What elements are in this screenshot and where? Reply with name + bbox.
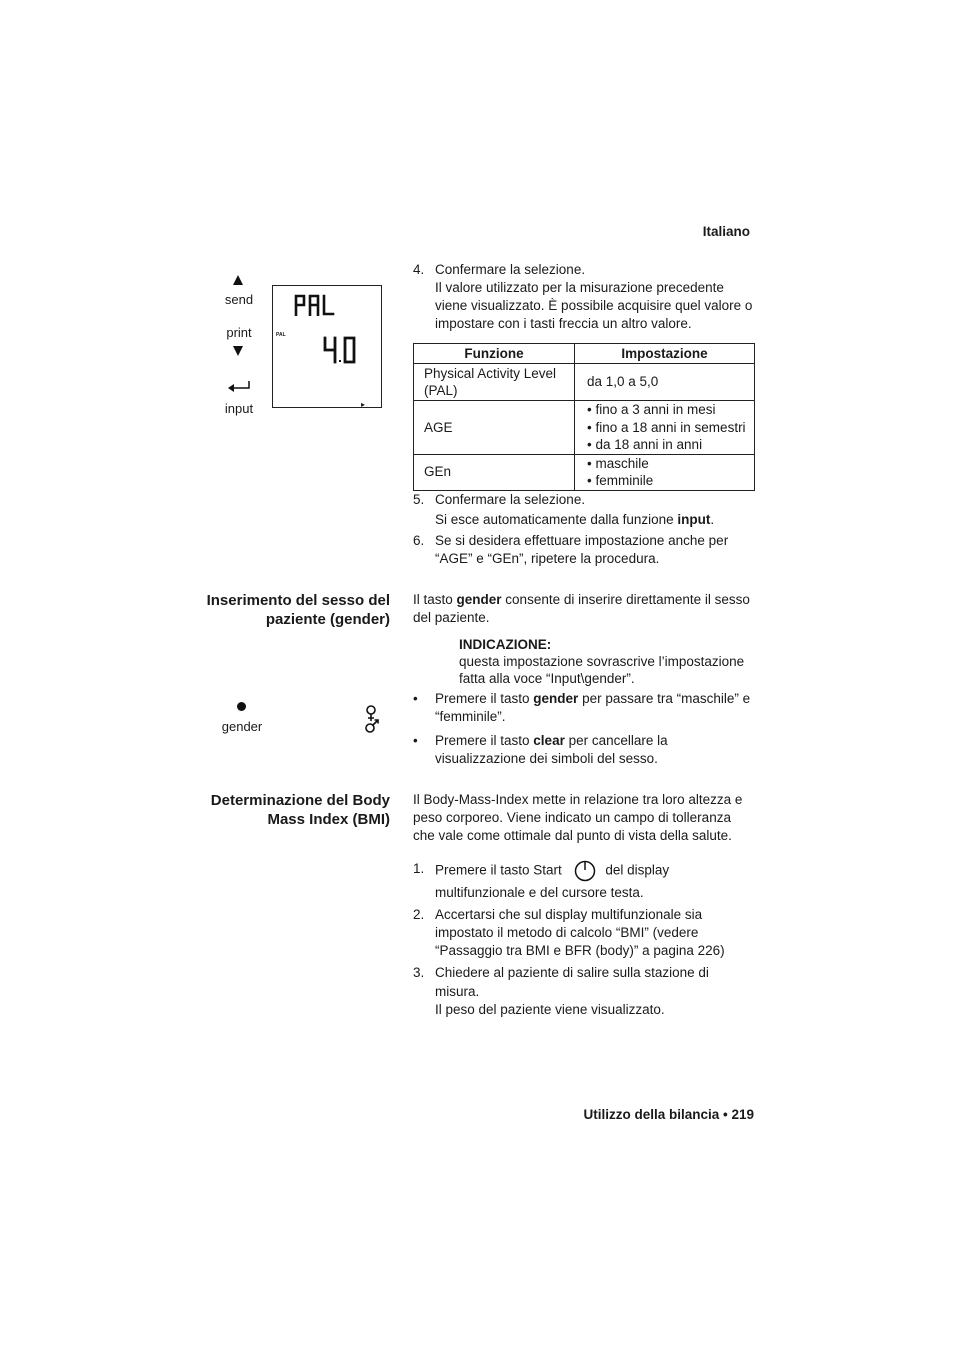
table-cell: [575, 401, 755, 455]
step-text: Premere il tasto Start del display: [435, 860, 755, 884]
step-subtext: Il valore utilizzato per la misurazione precedente viene visualizzato. È possibile acquisire quel valore o impostare con i tasti freccia un altro valore.: [435, 280, 753, 331]
power-icon: [574, 860, 596, 882]
page-footer: Utilizzo della bilancia • 219: [583, 1107, 754, 1122]
cell-line: • maschile: [587, 455, 649, 471]
lcd-small-label: PAL: [276, 332, 286, 338]
settings-table: [413, 343, 755, 491]
send-key-label: send: [224, 292, 254, 307]
gender-key-dot-icon: [237, 702, 246, 711]
bmi-intro: Il Body-Mass-Index mette in relazione tra loro altezza e peso corporeo. Viene indicato un campo di tolleranza che vale come ottimale dal punto di vista della salute.: [413, 792, 743, 843]
input-key-label: input: [224, 401, 254, 416]
lcd-mode-text: [293, 294, 337, 316]
note-box: [459, 636, 757, 687]
cell-line: • fino a 3 anni in mesi: [587, 402, 716, 417]
table-cell: AGE: [414, 401, 575, 455]
step-number: 3.: [413, 965, 425, 980]
cell-line: • femminile: [587, 473, 654, 488]
bullet-gender-toggle: [413, 690, 755, 726]
step-text: Confermare la selezione.: [435, 262, 586, 277]
bullet-gender-clear: [413, 732, 755, 768]
section-heading-gender: Inserimento del sesso del paziente (gender): [206, 592, 390, 628]
language-label: Italiano: [702, 224, 750, 239]
down-arrow-icon: [233, 346, 243, 356]
step-text: Confermare la selezione.: [435, 492, 586, 507]
step-text: Se si desidera effettuare impostazione anche per “AGE” e “GEn”, ripetere la procedura.: [435, 533, 729, 566]
bullet-icon: •: [413, 733, 418, 748]
bullet-text: Premere il tasto clear per cancellare la visualizzazione dei simboli del sesso.: [435, 733, 668, 766]
step-number: 5.: [413, 492, 425, 507]
bold-term: input: [677, 512, 711, 527]
step-number: 2.: [413, 907, 425, 922]
step-text: Chiedere al paziente di salire sulla stazione di misura.: [435, 965, 709, 999]
step-subtext: Il peso del paziente viene visualizzato.: [435, 1002, 665, 1017]
table-header: Impostazione: [575, 344, 755, 364]
lcd-display: [272, 285, 382, 408]
lcd-indicator-icon: ▸: [361, 400, 366, 409]
bullet-text: Premere il tasto gender per passare tra “maschile” e “femminile”.: [435, 691, 751, 724]
step-number: 6.: [413, 533, 425, 548]
print-key-label: print: [226, 325, 252, 340]
table-row: [414, 454, 755, 490]
bold-term: gender: [533, 691, 579, 706]
table-cell: [575, 454, 755, 490]
bmi-step-2: [413, 906, 755, 960]
gender-key-label: gender: [221, 719, 263, 734]
step-5: [413, 490, 755, 530]
gender-symbols-icon: [362, 704, 382, 736]
section-heading-bmi: Determinazione del Body Mass Index (BMI): [210, 792, 390, 828]
step-4: [413, 261, 755, 333]
table-cell: da 1,0 a 5,0: [575, 364, 755, 401]
enter-arrow-icon: [227, 380, 251, 394]
bullet-icon: •: [413, 691, 418, 706]
table-row: [414, 364, 755, 401]
table-cell: GEn: [414, 454, 575, 490]
gender-intro: Il tasto gender consente di inserire direttamente il sesso del paziente.: [413, 592, 750, 625]
step-text: Accertarsi che sul display multifunzionale sia impostato il metodo di calcolo “BMI” (vedere “Passaggio tra BMI e BFR (body)” a pagina 226): [435, 907, 725, 958]
step-number: 1.: [413, 861, 425, 876]
step-subtext: multifunzionale e del cursore testa.: [435, 885, 644, 900]
cell-line: • fino a 18 anni in semestri: [587, 419, 746, 435]
bmi-step-1: [413, 860, 755, 902]
step-6: [413, 532, 755, 568]
bmi-step-3: [413, 964, 755, 1020]
lcd-value-text: [323, 336, 357, 364]
bold-term: clear: [533, 733, 565, 748]
step-number: 4.: [413, 262, 425, 277]
table-row: [414, 401, 755, 455]
table-cell: Physical Activity Level (PAL): [414, 364, 575, 401]
note-text: questa impostazione sovrascrive l’impostazione fatta alla voce “Input\gender”.: [459, 654, 745, 686]
cell-line: • da 18 anni in anni: [587, 437, 703, 452]
bold-term: gender: [456, 592, 502, 607]
step-subtext: Si esce automaticamente dalla funzione input.: [435, 512, 715, 527]
table-header: Funzione: [414, 344, 575, 364]
note-title: INDICAZIONE:: [459, 637, 552, 652]
up-arrow-icon: [233, 275, 243, 285]
